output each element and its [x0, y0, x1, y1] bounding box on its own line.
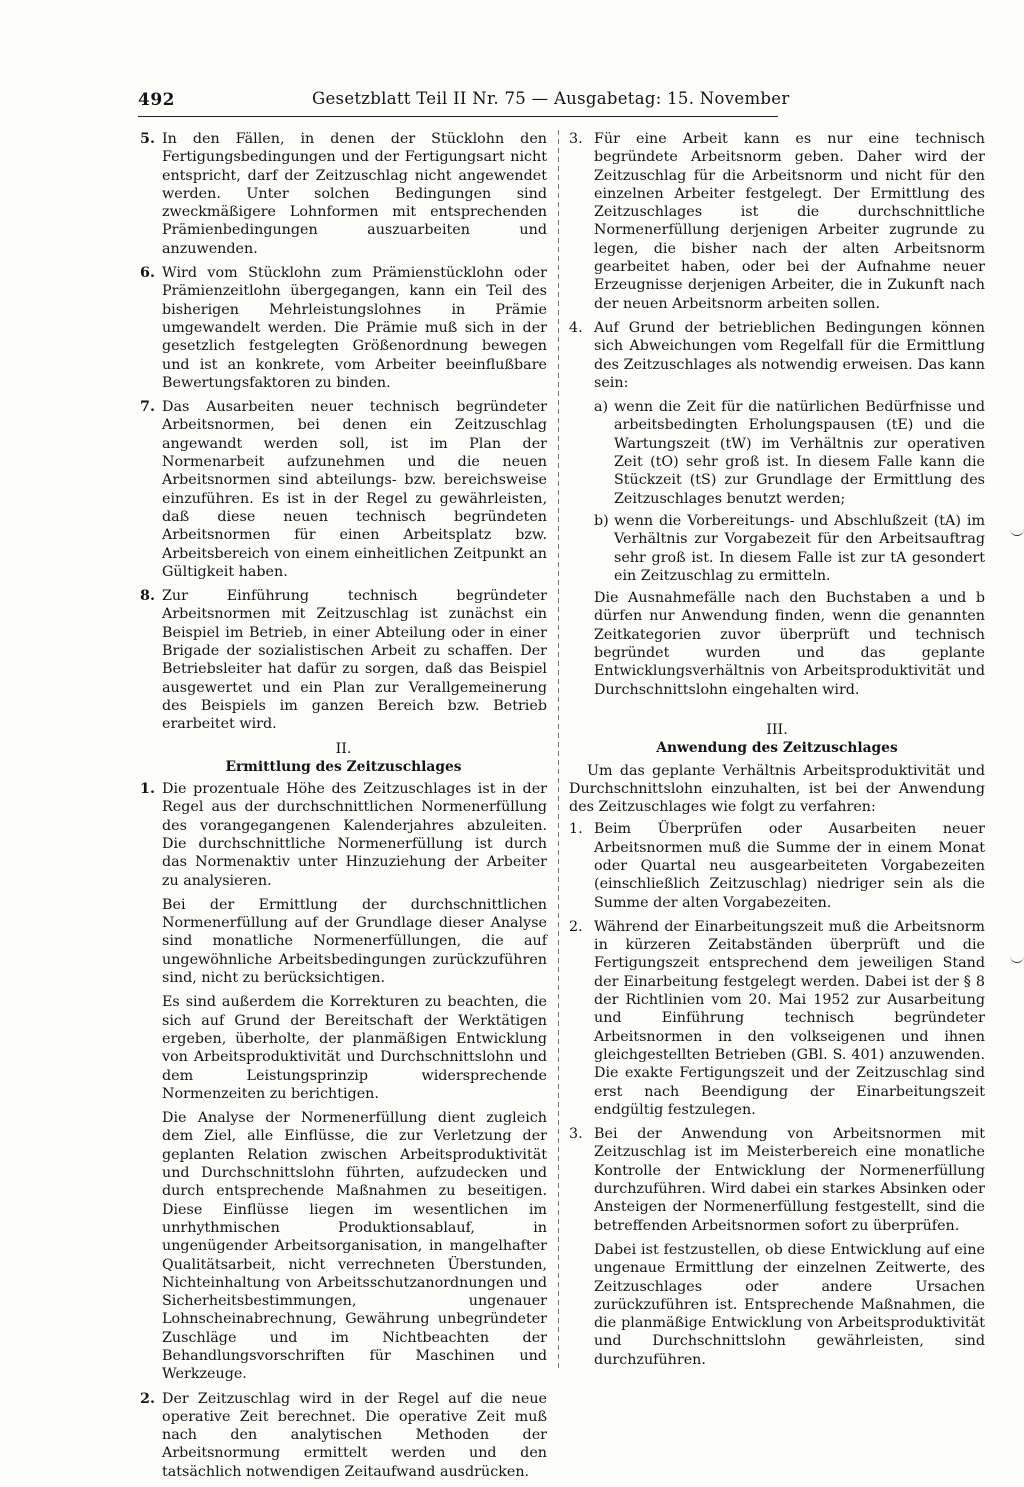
- item-text: Beim Überprüfen oder Ausarbeiten neuer Arbeitsnormen muß die Summe der in einem Monat oder Quartal neu ausgearbeiteten Vorgabezeiten (einschließlich Zeitzuschlag) niedriger sein als die Summe der alten Vorgabezeiten.: [594, 821, 985, 911]
- paragraph: Die Ausnahmefälle nach den Buchstaben a und b dürfen nur Anwendung finden, wenn die genannten Zeitkategorien zuvor überprüft und technisch begründet wurden und das geplante Entwicklungsverhältnis von Arbeitsproduktivität und Durchschnittslohn eingehalten wird.: [594, 590, 985, 698]
- item-number: 7.: [140, 399, 155, 416]
- paragraph: Die prozentuale Höhe des Zeitzuschlages ist in der Regel aus der durchschnittlichen Normenerfüllung des vorangegangenen Kalenderjahres abzuleiten. Die durchschnittliche Normenerfüllung ist durch das Normenaktiv unter Hinzuziehung der Arbeiter zu analysieren.: [162, 781, 547, 889]
- item-number: 4.: [569, 319, 583, 336]
- item-number: 6.: [140, 265, 155, 282]
- item-number: 1.: [569, 821, 583, 838]
- list-item: [140, 587, 547, 733]
- list-item: [140, 1390, 547, 1481]
- left-column: [140, 130, 547, 1487]
- list-item: [569, 319, 985, 699]
- item-text: Der Zeitzuschlag wird in der Regel auf die neue operative Zeit berechnet. Die operative Zeit muß nach den analytischen Methoden der Arbeitsnormung ermittelt werden und den tatsächlich notwendigen Zeitaufwand ausdrücken.: [162, 1390, 547, 1480]
- section-numeral: III.: [766, 721, 788, 738]
- list-item: [569, 130, 985, 313]
- column-divider: [558, 130, 559, 1370]
- paragraph: Bei der Anwendung von Arbeitsnormen mit Zeitzuschlag ist im Meisterbereich eine monatliche Kontrolle der Entwicklung der Normenerfüllung durchzuführen. Wird dabei ein starkes Absinken oder Ansteigen der Normenerfüllung festgestellt, sind die betreffenden Arbeitsnormen sofort zu überprüfen.: [594, 1126, 985, 1234]
- header-rule: [138, 116, 778, 117]
- sub-item-label: b): [594, 512, 609, 529]
- section-intro: Um das geplante Verhältnis Arbeitsproduktivität und Durchschnittslohn einzuhalten, ist bei der Anwendung des Zeitzuschlages wie folgt zu verfahren:: [569, 762, 985, 816]
- item-body: [594, 1125, 985, 1369]
- item-number: 3.: [569, 131, 583, 147]
- page-number: 492: [138, 90, 175, 110]
- item-number: 1.: [140, 781, 155, 798]
- item-text: Das Ausarbeiten neuer technisch begründeter Arbeitsnormen, bei denen ein Zeitzuschlag angewandt werden soll, ist im Plan der Normenarbeit aufzunehmen und die neuen Arbeitsnormen sind abteilungs- bzw. bereichsweise einzuführen. Es ist in der Regel zu gewährleisten, daß diese neuen technisch begründeten Arbeitsnormen für einen Arbeitsplatz bzw. Arbeitsbereich von einem einheitlichen Zeitpunkt an Gültigkeit haben.: [162, 399, 547, 580]
- item-text: Während der Einarbeitungszeit muß die Arbeitsnorm in kürzeren Zeitabständen überprüft und die Fertigungszeit entsprechend dem jeweiligen Stand der Einarbeitung festgelegt werden. Dabei ist der § 8 der Richtlinien vom 20. Mai 1952 zur Ausarbeitung und Einführung technisch begründeter Arbeitsnormen in den volkseigenen und ihnen gleichgestellten Betrieben (GBl. S. 401) anzuwenden. Die exakte Fertigungszeit und der Zeitzuschlag sind erst nach Beendigung der Einarbeitungszeit endgültig festzulegen.: [594, 918, 985, 1118]
- item-number: 3.: [569, 1126, 583, 1143]
- item-body: [162, 780, 547, 1384]
- list-item: [569, 820, 985, 911]
- paragraph: Dabei ist festzustellen, ob diese Entwicklung auf eine ungenaue Ermittlung der einzelnen Zeitwerte, des Zeitzuschlages oder andere Ursachen zurückzuführen ist. Entsprechende Maßnahmen, die die planmäßige Entwicklung von Arbeitsproduktivität und Durchschnittslohn gewährleisten, sind durchzuführen.: [594, 1241, 985, 1368]
- paragraph: Bei der Ermittlung der durchschnittlichen Normenerfüllung auf der Grundlage dieser Analyse sind monatliche Normenerfüllungen, die auf ungewöhnliche Arbeitsbedingungen zurückzuführen sind, nicht zu berücksichtigen.: [162, 896, 547, 987]
- paragraph: Die Analyse der Normenerfüllung dient zugleich dem Ziel, alle Einflüsse, die zur Verletzung der geplanten Relation zwischen Arbeitsproduktivität und Durchschnittslohn führten, aufzudecken und durch entsprechende Maßnahmen zu beseitigen. Diese Einflüsse liegen im wesentlichen im unrhythmischen Produktionsablauf, in ungenügender Arbeitsorganisation, in mangelhafter Qualitätsarbeit, nicht verrechneten Überstunden, Nichteinhaltung von Arbeitsschutzanordnungen und Sicherheitsbestimmungen, ungenauer Lohnscheinabrechnung, Gewährung unbegründeter Zuschläge und im Nichtbeachten der Behandlungsvorschriften für Maschinen und Werkzeuge.: [162, 1110, 547, 1383]
- edge-mark: [1010, 527, 1024, 536]
- right-column: [569, 130, 985, 1375]
- list-item: [140, 264, 547, 392]
- sub-item: [594, 512, 985, 585]
- paragraph: Es sind außerdem die Korrekturen zu beachten, die sich auf Grund der Bereitschaft der Werktätigen ergeben, überholte, der planmäßigen Entwicklung von Arbeitsproduktivität und Durchschnittslohn und dem Leistungsprinzip widersprechende Normenzeiten zu berichtigen.: [162, 994, 547, 1102]
- list-item: [569, 1125, 985, 1369]
- item-text: Zur Einführung technisch begründeter Arbeitsnormen mit Zeitzuschlag ist zunächst ein Beispiel im Betrieb, in einer Abteilung oder in einer Brigade der sozialistischen Arbeit zu schaffen. Der Betriebsleiter hat dafür zu sorgen, daß das Beispiel ausgewertet und ein Plan zur Verallgemeinerung des Beispiels im ganzen Bereich bzw. Betrieb erarbeitet wird.: [162, 588, 547, 733]
- section-numeral: II.: [335, 740, 352, 757]
- paragraph: Auf Grund der betrieblichen Bedingungen können sich Abweichungen vom Regelfall für die Ermittlung des Zeitzuschlages als notwendig erweisen. Das kann sein:: [594, 319, 985, 391]
- item-number: 2.: [140, 1390, 155, 1407]
- item-text: Für eine Arbeit kann es nur eine technisch begründete Arbeitsnorm geben. Daher wird der Zeitzuschlag für die Arbeitsnorm und nicht für den einzelnen Arbeiter festgelegt. Der Ermittlung des Zeitzuschlages ist die durchschnittliche Normenerfüllung derjenigen Arbeiter zugrunde zu legen, die bisher nach der alten Arbeitsnorm gearbeitet haben, oder bei der Aufnahme neuer Erzeugnisse derjenigen Arbeiter, die in Zukunft nach der neuen Arbeitsnorm arbeiten sollen.: [594, 131, 985, 312]
- list-item: [569, 918, 985, 1119]
- item-body: [594, 319, 985, 699]
- edge-mark: [1010, 954, 1024, 963]
- list-item: [140, 780, 547, 1384]
- list-item: [140, 130, 547, 258]
- sub-item-text: wenn die Zeit für die natürlichen Bedürfnisse und arbeitsbedingten Erholungspausen (tE) und die Wartungszeit (tW) im Verhältnis zur operativen Zeit (tO) sehr groß ist. In diesem Falle kann die Stückzeit (tS) zur Grundlage der Ermittlung des Zeitzuschlages benutzt werden;: [614, 399, 985, 507]
- item-text: In den Fällen, in denen der Stücklohn den Fertigungsbedingungen und der Fertigungsart nicht entspricht, darf der Zeitzuschlag nicht angewendet werden. Unter solchen Bedingungen sind zweckmäßigere Lohnformen mit entsprechenden Prämienbedingungen auszuarbeiten und anzuwenden.: [162, 131, 547, 257]
- item-text: Wird vom Stücklohn zum Prämienstücklohn oder Prämienzeitlohn übergegangen, kann ein Teil des bisherigen Mehrleistungslohnes in Prämie umgewandelt werden. Die Prämie muß sich in der gesetzlich festgelegten Größenordnung bewegen und ist an konkrete, vom Arbeiter beeinflußbare Bewertungsfaktoren zu binden.: [162, 265, 547, 391]
- section-title: Anwendung des Zeitzuschlages: [656, 740, 898, 757]
- section-title: Ermittlung des Zeitzuschlages: [225, 758, 462, 775]
- sub-item-label: a): [594, 399, 609, 416]
- page-header-title: Gesetzblatt Teil II Nr. 75 — Ausgabetag: 15. November: [312, 89, 790, 108]
- sub-item: [594, 398, 985, 508]
- sub-item-text: wenn die Vorbereitungs- und Abschlußzeit (tA) im Verhältnis zur Vorgabezeit für den Arbeitsauftrag sehr groß ist. In diesem Falle ist zur tA gesondert ein Zeitzuschlag zu ermitteln.: [614, 512, 985, 584]
- item-number: 8.: [140, 588, 155, 605]
- item-number: 5.: [140, 131, 155, 147]
- item-number: 2.: [569, 918, 583, 935]
- list-item: [140, 398, 547, 581]
